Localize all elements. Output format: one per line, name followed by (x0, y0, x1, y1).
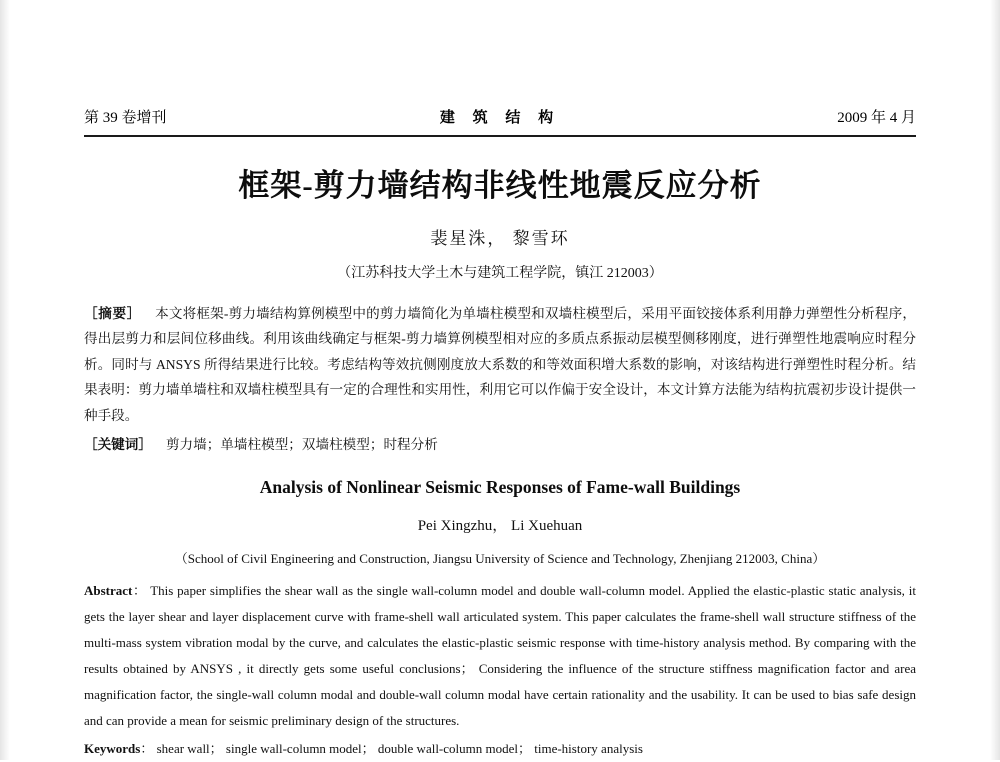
keywords-english-text: shear wall； single wall-column model； double wall-column model； time-history analysis (156, 741, 643, 757)
running-header (84, 108, 916, 144)
page-title: 框架-剪力墙结构非线性地震反应分析 (238, 168, 762, 203)
abstract-chinese (84, 301, 916, 429)
abstract-english-label: Abstract (84, 583, 133, 599)
authors-chinese: 裴星洙， 黎雪环 (430, 228, 570, 248)
scan-edge-left (0, 0, 10, 760)
keywords-english-label: Keywords (84, 741, 141, 757)
scan-edge-right (990, 0, 1000, 760)
keywords-english (84, 736, 916, 762)
page-content (84, 0, 916, 762)
issue-date-label: 2009 年 4 月 (837, 110, 916, 126)
keywords-chinese (84, 432, 916, 458)
abstract-chinese-label: ［摘要］ (84, 305, 142, 321)
journal-name-label: 建 筑 结 构 (439, 110, 561, 126)
affiliation-chinese: （江苏科技大学土木与建筑工程学院，镇江 212003） (337, 265, 663, 281)
header-divider-rule (84, 135, 916, 137)
abstract-english (84, 578, 916, 734)
volume-issue-label: 第 39 卷增刊 (84, 110, 167, 126)
keywords-english-separator: ： (140, 741, 154, 757)
page-title-english: Analysis of Nonlinear Seismic Responses of Fame-wall Buildings (259, 476, 741, 497)
abstract-english-text: This paper simplifies the shear wall as the single wall-column model and double wall-column model. Applied the elastic-plastic static analysis, it gets the layer shear and layer displacement curve with frame-shell wall articulated system. This paper calculates the frame-shell wall structure stiffness of the multi-mass system vibration modal by the curve, and calculates the elastic-plastic seismic response with time-history analysis method. By comparing with the results obtained by ANSYS , it directly gets some useful conclusions； Considering the influence of the structure stiffness magnification factor and area magnification factor, the single-wall column modal and double-wall column modal have certain rationality and the usability. It can be used to bias safe design and can provide a mean for seismic preliminary design of the structures. (84, 583, 916, 729)
affiliation-english: （School of Civil Engineering and Construction, Jiangsu University of Science and Technology, Zhenjiang 212003, China） (174, 551, 826, 567)
keywords-chinese-label: ［关键词］ (84, 437, 152, 453)
abstract-chinese-text: 本文将框架-剪力墙结构算例模型中的剪力墙简化为单墙柱模型和双墙柱模型后，采用平面铰接体系利用静力弹塑性分析程序，得出层剪力和层间位移曲线。利用该曲线确定与框架-剪力墙算例模型相对应的多质点系振动层模型侧移刚度，进行弹塑性地震响应时程分析。同时与 ANSYS 所得结果进行比较。考虑结构等效抗侧刚度放大系数的和等效面积增大系数的影响，对该结构进行弹塑性时程分析。结果表明：剪力墙单墙柱和双墙柱模型具有一定的合理性和实用性，利用它可以作偏于安全设计，本文计算方法能为结构抗震初步设计提供一种手段。 (84, 305, 917, 423)
authors-english: Pei Xingzhu， Li Xuehuan (417, 518, 583, 535)
keywords-chinese-text: 剪力墙；单墙柱模型；双墙柱模型；时程分析 (165, 437, 438, 453)
abstract-english-separator: ： (132, 583, 147, 599)
